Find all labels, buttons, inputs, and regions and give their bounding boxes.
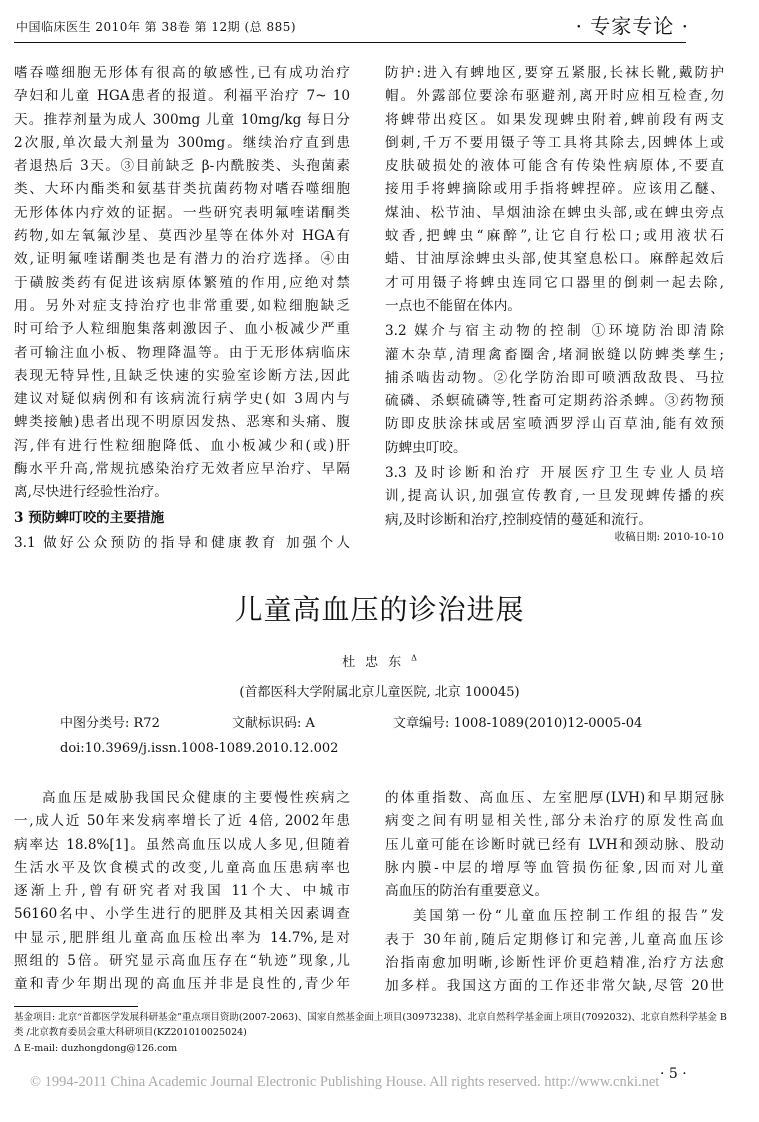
text-line: 童和青少年期出现的高血压并非是良性的,青少年 <box>14 976 350 993</box>
text-line: 才可用镊子将蜱虫连同它口器里的倒刺一起去除, <box>385 274 724 291</box>
paragraph <box>385 905 724 998</box>
text-line: 逐渐上升,曾有研究者对我国 11个大、中城市 <box>14 883 350 900</box>
text-line: 蜡、甘油厚涂蜱虫头部,使其窒息松口。麻醉起效后 <box>385 251 724 268</box>
top-left-column <box>14 62 350 557</box>
bottom-right-column <box>385 787 724 1001</box>
text-line: 表现无特异性,且缺乏快速的实验室诊断方法,因此 <box>14 367 350 384</box>
text-line: 煤油、松节油、旱烟油涂在蜱虫头部,或在蜱虫旁点 <box>385 204 724 221</box>
text-line: 训,提高认识,加强宣传教育,一旦发现蜱传播的疾 <box>385 488 724 505</box>
doi: doi:10.3969/j.issn.1008-1089.2010.12.002 <box>60 741 339 756</box>
text-line: 一点也不能留在体内。 <box>385 297 521 314</box>
text-line: 病变之间有明显相关性,部分未治疗的原发性高血 <box>385 813 724 830</box>
text-line: 3.3 及时诊断和治疗 开展医疗卫生专业人员培 <box>385 465 724 482</box>
text-line: 3.1 做好公众预防的指导和健康教育 加强个人 <box>14 534 350 551</box>
text-line: 无形体体内疗效的证据。一些研究表明氟喹诺酮类 <box>14 204 350 221</box>
document-code: 文献标识码: A <box>232 716 315 731</box>
text-line: 蚊香,把蜱虫“麻醉”,让它自行松口;或用液状石 <box>385 228 724 245</box>
text-line: 表于 30年前,随后定期修订和完善,儿童高血压诊 <box>385 931 724 948</box>
text-line: 皮肤破损处的液体可能含有传染性病原体,不要直 <box>385 158 724 175</box>
text-line: 者可输注血小板、物理降温等。由于无形体病临床 <box>14 344 350 361</box>
text-line: 离,尽快进行经验性治疗。 <box>14 484 168 501</box>
article-title: 儿童高血压的诊治进展 <box>234 593 525 626</box>
affiliation: (首都医科大学附属北京儿童医院, 北京 100045) <box>239 685 520 700</box>
paragraph <box>385 320 724 460</box>
paragraph <box>14 787 350 997</box>
author-mark: Δ <box>411 653 417 663</box>
text-line: 孕妇和儿童 HGA患者的报道。利福平治疗 7~ 10 <box>14 88 350 105</box>
text-line: 酶水平升高,常规抗感染治疗无效者应早治疗、早隔 <box>14 461 350 478</box>
header-rule <box>14 42 343 43</box>
text-line: 防蜱虫叮咬。 <box>385 439 467 456</box>
text-line: 中显示,肥胖组儿童高血压检出率为 14.7%,是对 <box>14 929 350 946</box>
top-right-column <box>385 62 724 534</box>
text-line: 灌木杂草,清理禽畜圈舍,堵洞嵌缝以防蜱类孳生; <box>385 346 724 363</box>
text-line: 3 预防蜱叮咬的主要措施 <box>14 509 165 526</box>
text-line: 压儿童可能在诊断时就已经有 LVH和颈动脉、股动 <box>385 836 724 853</box>
text-line: 56160名中、小学生进行的肥胖及其相关因素调查 <box>14 906 350 923</box>
section-label: · 专家专论 · <box>575 14 689 38</box>
text-line: 防护:进入有蜱地区,要穿五紧服,长袜长靴,戴防护 <box>385 65 724 81</box>
text-line: 病,及时诊断和治疗,控制疫情的蔓延和流行。 <box>385 511 652 528</box>
text-line: 将蜱带出疫区。如果发现蜱虫附着,蜱前段有两支 <box>385 111 724 128</box>
received-date: 收稿日期: 2010-10-10 <box>614 531 724 543</box>
email-footnote: Δ E-mail: duzhongdong@126.com <box>14 1043 178 1054</box>
paragraph <box>14 62 350 505</box>
journal-header: 中国临床医生 2010年 第 38卷 第 12期 (总 885) <box>16 20 297 34</box>
text-line: 高血压的防治有重要意义。 <box>385 883 549 900</box>
text-line: 天。推荐剂量为成人 300mg 儿童 10mg/kg 每日分 <box>14 111 350 128</box>
text-line: 一,成人近 50年来发病率增长了近 4倍, 2002年患 <box>14 813 350 830</box>
text-line: 类、大环内酯类和氨基苷类抗菌药物对嗜吞噬细胞 <box>14 181 350 198</box>
text-line: 2次服,单次最大剂量为 300mg。继续治疗直到患 <box>14 134 350 151</box>
header-rule <box>343 42 686 43</box>
bottom-left-column <box>14 787 350 999</box>
paragraph <box>385 62 724 318</box>
text-line: 脉内膜-中层的增厚等血管损伤征象,因而对儿童 <box>385 859 724 876</box>
clc-number: 中图分类号: R72 <box>60 716 160 731</box>
author-name: 杜忠东 <box>342 655 412 670</box>
text-line: 效,证明氟喹诺酮类也是有潜力的治疗选择。④由 <box>14 251 350 268</box>
article-number: 文章编号: 1008-1089(2010)12-0005-04 <box>393 716 643 731</box>
text-line: 硫磷、杀螟硫磷等,牲畜可定期药浴杀蜱。③药物预 <box>385 393 724 410</box>
text-line: 时可给予人粒细胞集落刺激因子、血小板减少严重 <box>14 321 350 338</box>
text-line: 嗜吞噬细胞无形体有很高的敏感性,已有成功治疗 <box>14 65 350 81</box>
text-line: 者退热后 3天。③目前缺乏 β-内酰胺类、头孢菌素 <box>14 158 350 175</box>
text-line: 病率达 18.8%[1]。虽然高血压以成人多见,但随着 <box>14 836 350 853</box>
text-line: 蜱类接触)患者出现不明原因发热、恶寒和头痛、腹 <box>14 414 350 431</box>
text-line: 防即皮肤涂抹或居室喷洒罗浮山百草油,能有效预 <box>385 416 724 433</box>
funding-footnote: 基金项目: 北京“首都医学发展科研基金”重点项目资助(2007-2063)、国家自然基金面上项目(30973238)、北京自然科学基金面上项目(7092032)、北京自然科学基金 B类 /北京教育委员会重大科研项目(KZ201010025024) <box>14 1012 727 1038</box>
text-line: 接用手将蜱摘除或用手指将蜱捏碎。应该用乙醚、 <box>385 181 724 198</box>
text-line: 药物,如左氧氟沙星、莫西沙星等在体外对 HGA有 <box>14 228 350 245</box>
text-line: 帽。外露部位要涂布驱避剂,离开时应相互检查,勿 <box>385 88 724 105</box>
text-line: 的体重指数、高血压、左室肥厚(LVH)和早期冠脉 <box>385 790 724 806</box>
text-line: 倒刺,千万不要用镊子等工具将其除去,因蜱体上或 <box>385 134 724 151</box>
author <box>0 651 759 670</box>
section-heading <box>14 507 350 530</box>
footnote-rule <box>14 1006 138 1007</box>
copyright-watermark: © 1994-2011 China Academic Journal Electronic Publishing House. All rights reserved. http://www.cnki.net <box>30 1074 660 1090</box>
paragraph <box>14 532 350 555</box>
paragraph <box>385 787 724 903</box>
text-line: 于磺胺类药有促进该病原体繁殖的作用,应绝对禁 <box>14 274 350 291</box>
text-line: 生活水平及饮食模式的改变,儿童高血压患病率也 <box>14 859 350 876</box>
paragraph <box>385 462 724 532</box>
text-line: 捕杀啮齿动物。②化学防治即可喷洒敌敌畏、马拉 <box>385 369 724 386</box>
text-line: 加多样。我国这方面的工作还非常欠缺,尽管 20世 <box>385 978 724 995</box>
text-line: 治指南愈加明晰,诊断性评价更趋精准,治疗方法愈 <box>385 955 724 972</box>
text-line: 泻,伴有进行性粒细胞降低、血小板减少和(或)肝 <box>14 437 350 454</box>
text-line: 3.2 媒介与宿主动物的控制 ①环境防治即清除 <box>385 323 724 340</box>
text-line: 用。另外对症支持治疗也非常重要,如粒细胞缺乏 <box>14 297 350 314</box>
text-line: 建议对疑似病例和有该病流行病学史(如 3周内与 <box>14 391 350 408</box>
text-line: 照组的 5倍。研究显示高血压存在“轨迹”现象,儿 <box>14 953 350 970</box>
text-line: 高血压是威胁我国民众健康的主要慢性疾病之 <box>42 790 350 806</box>
text-line: 美国第一份“儿童血压控制工作组的报告”发 <box>413 908 724 925</box>
page-number: · 5 · <box>660 1066 687 1082</box>
